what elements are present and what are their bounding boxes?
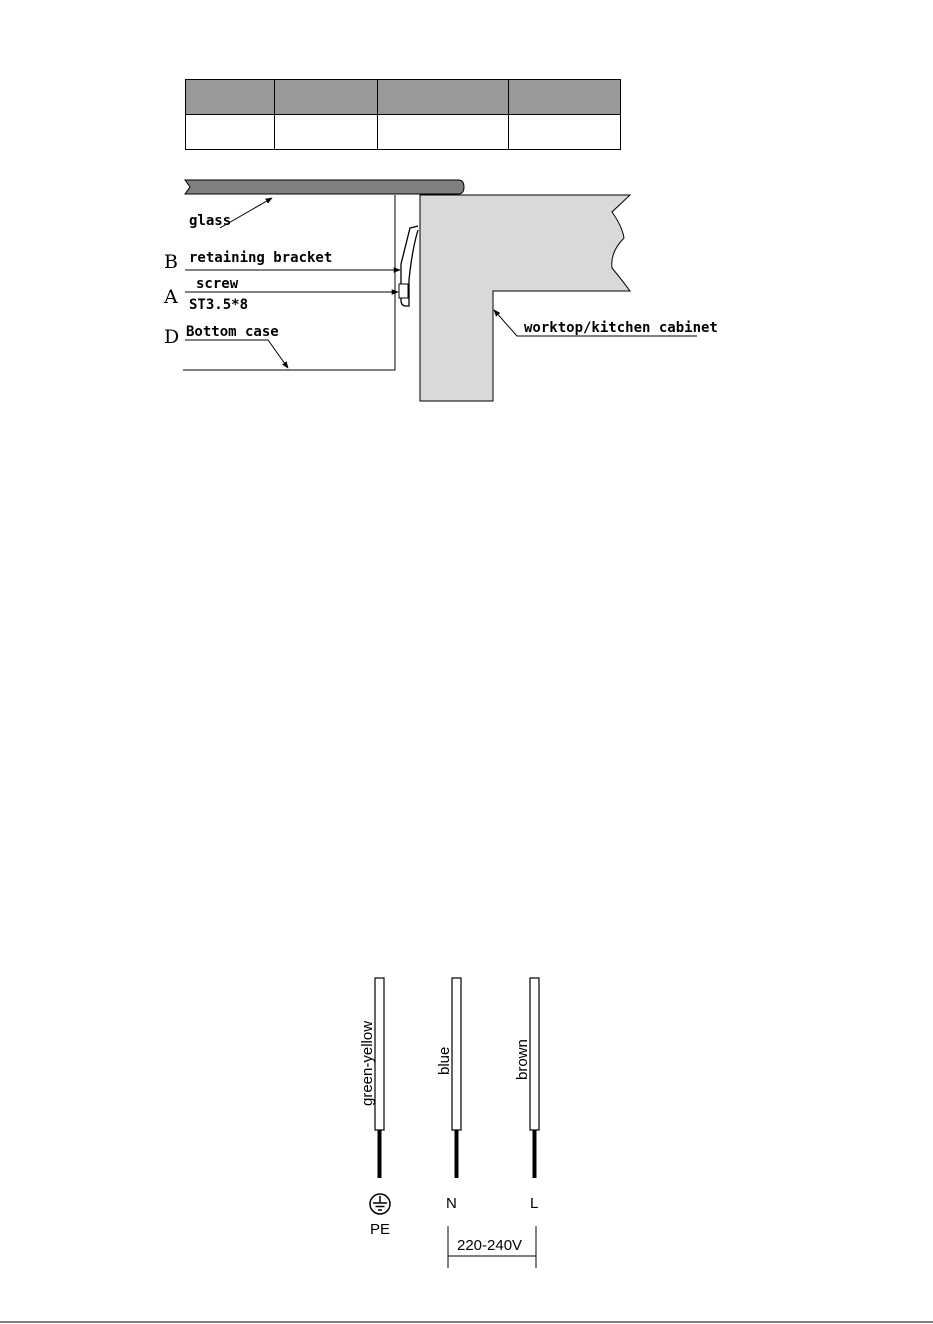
wire-label-brown: brown <box>514 1039 531 1080</box>
label-worktop: worktop/kitchen cabinet <box>524 320 718 336</box>
wire-sheath-pe <box>375 978 384 1130</box>
label-bottom-case: Bottom case <box>186 324 279 340</box>
terminal-l: L <box>530 1195 539 1212</box>
installation-diagram <box>163 180 718 401</box>
letter-d: D <box>164 326 180 348</box>
earth-ground-icon <box>370 1194 390 1214</box>
wire-label-green-yellow: green-yellow <box>359 1020 376 1106</box>
label-glass: glass <box>189 213 232 229</box>
wire-sheath-n <box>452 978 461 1130</box>
screw <box>399 284 408 298</box>
letter-a: A <box>164 286 178 308</box>
wire-label-blue: blue <box>436 1046 453 1075</box>
wiring-diagram <box>359 978 539 1268</box>
worktop-shape <box>420 195 630 401</box>
letter-b: B <box>164 251 178 273</box>
label-retaining-bracket: retaining bracket <box>189 250 333 266</box>
voltage-label: 220-240V <box>457 1237 523 1254</box>
terminal-pe: PE <box>370 1221 391 1238</box>
label-screw: screw <box>196 276 239 292</box>
glass-plate <box>185 180 464 194</box>
wire-sheath-l <box>530 978 539 1130</box>
terminal-n: N <box>446 1195 457 1212</box>
label-screw-spec: ST3.5*8 <box>189 297 249 313</box>
